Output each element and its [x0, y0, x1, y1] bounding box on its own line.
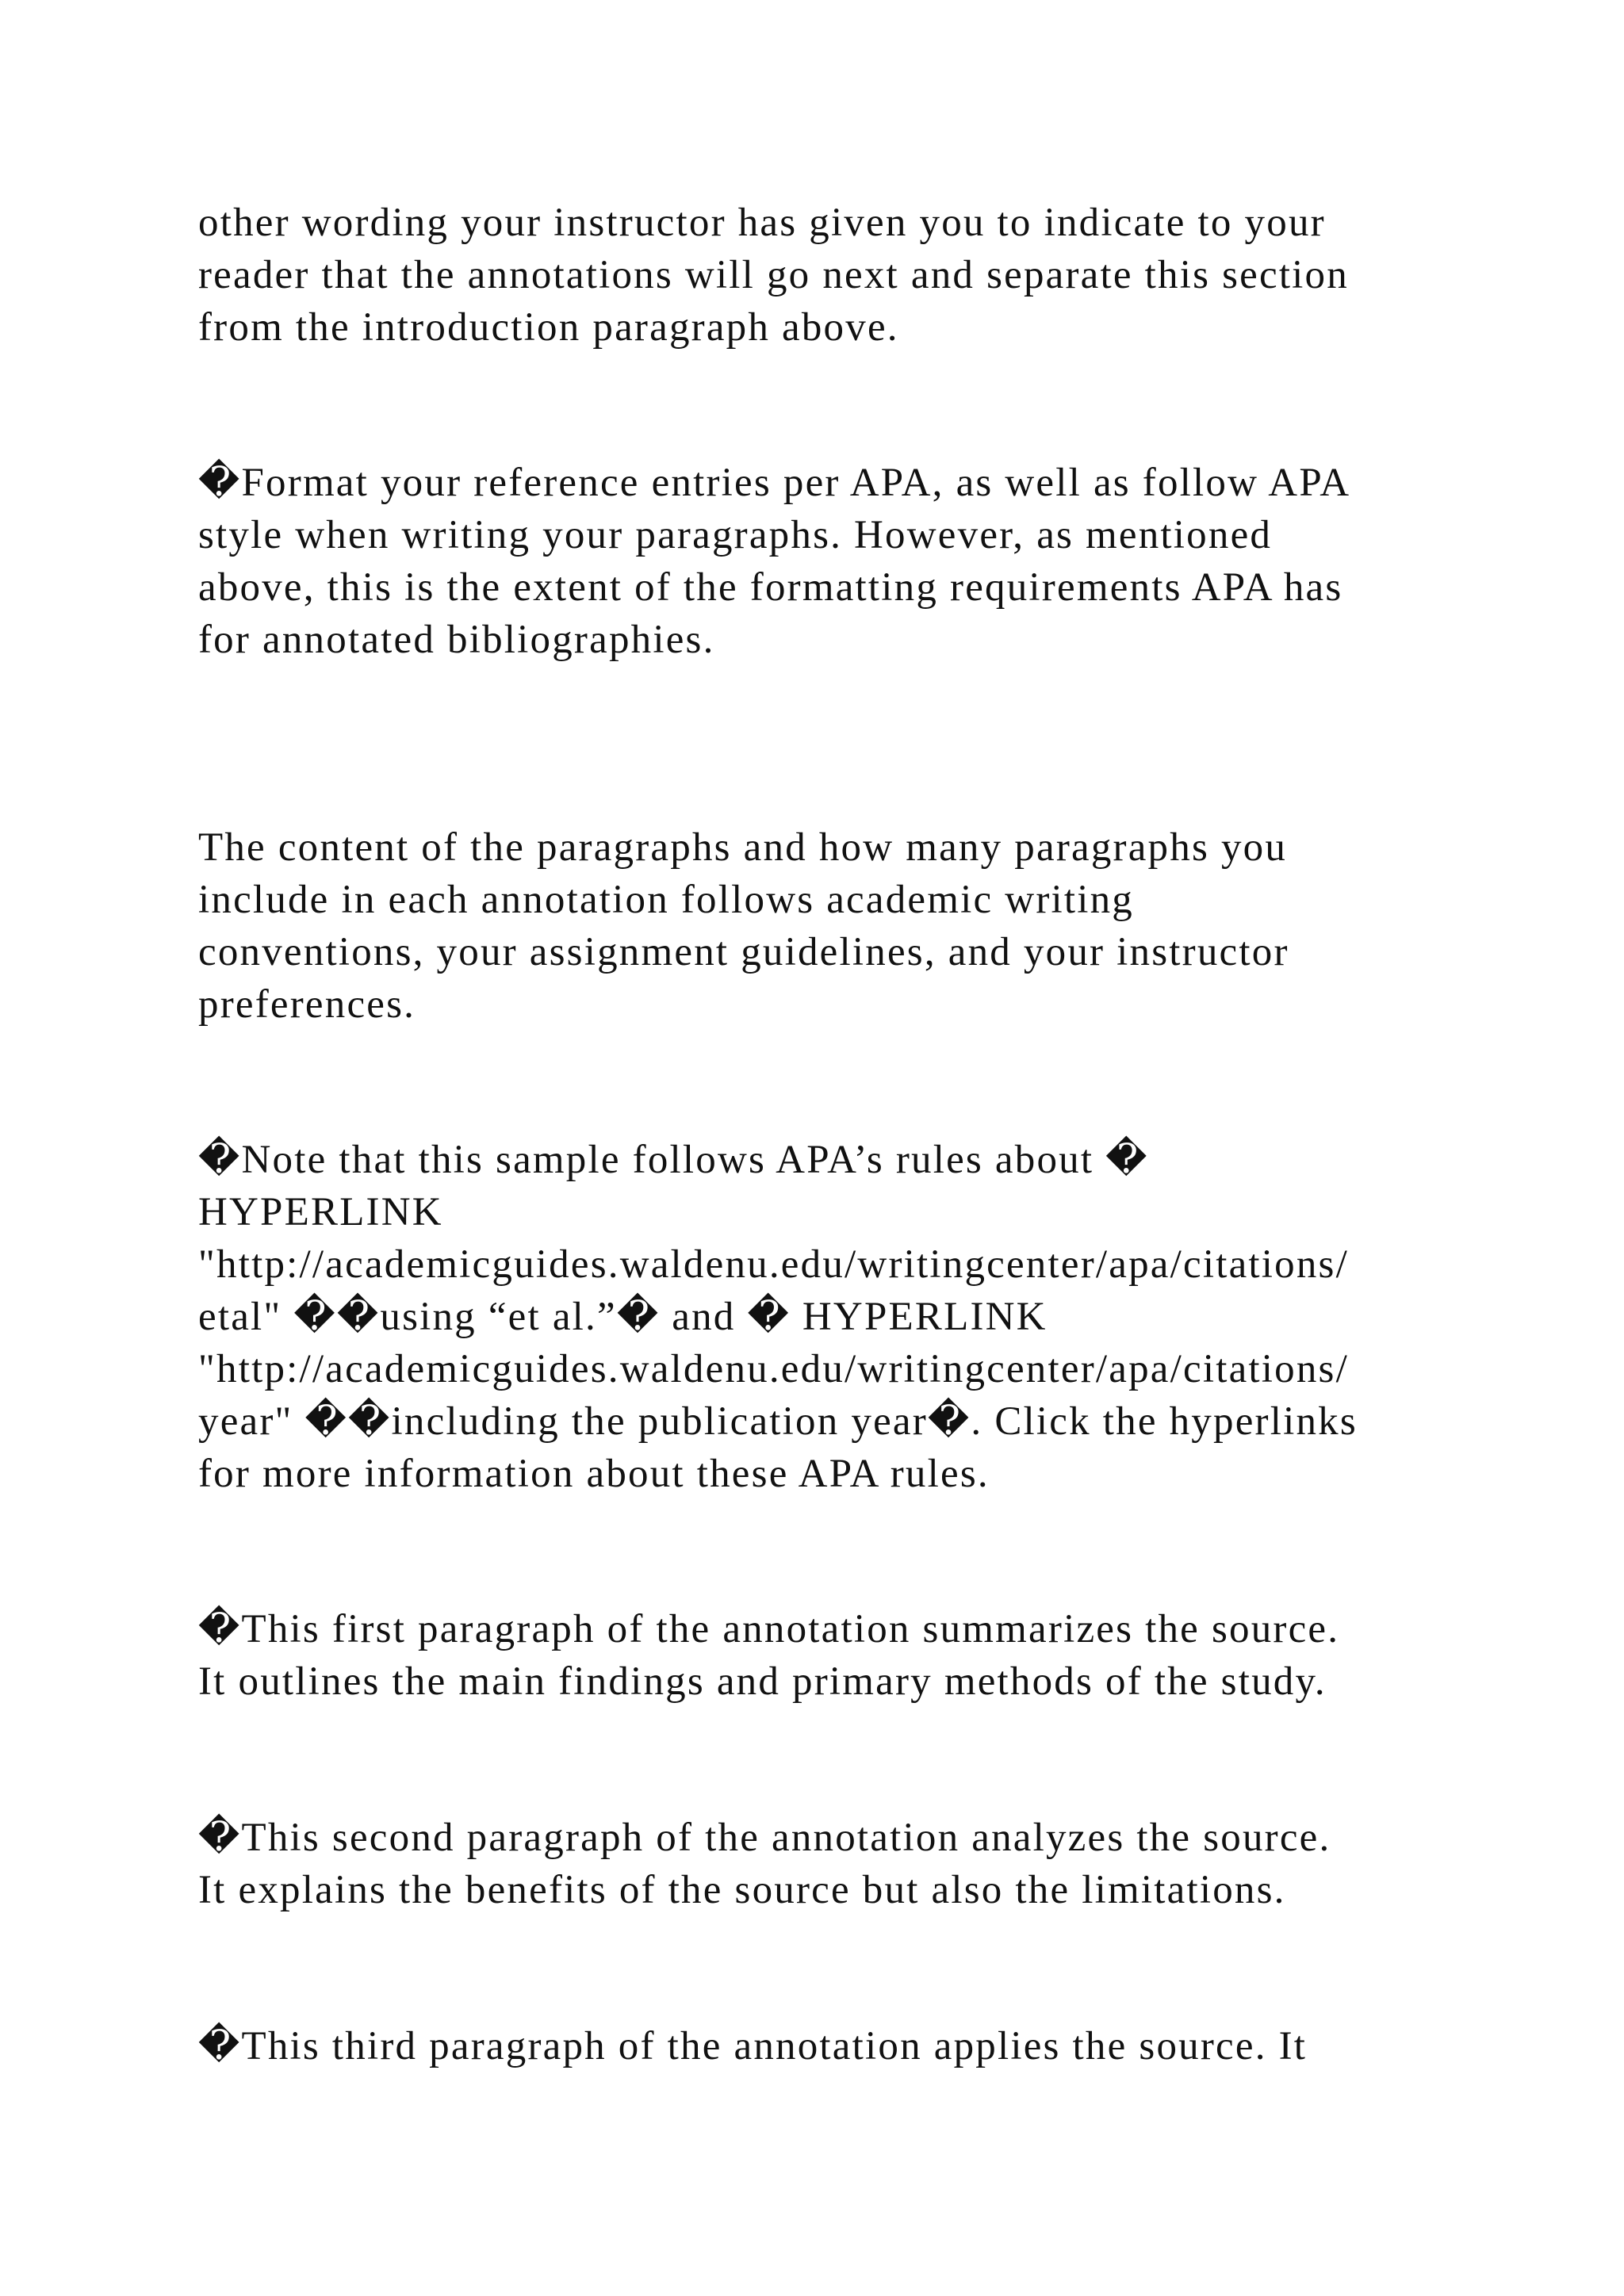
text-line: reader that the annotations will go next and separate this section: [198, 253, 1349, 297]
text-line: other wording your instructor has given you to indicate to your: [198, 201, 1326, 245]
text-line: year" ��including the publication year�. Click the hyperlinks: [198, 1399, 1358, 1444]
text-line: �This second paragraph of the annotation analyzes the source.: [198, 1816, 1331, 1860]
paragraph-format-reference-entries: [198, 457, 1467, 666]
paragraph-apa-rules-note: [198, 1134, 1467, 1500]
text-line: above, this is the extent of the formatting requirements APA has: [198, 565, 1343, 610]
text-line: for annotated bibliographies.: [198, 618, 715, 662]
text-line: It outlines the main findings and primary methods of the study.: [198, 1659, 1327, 1704]
text-line: from the introduction paragraph above.: [198, 305, 899, 350]
text-line: �This first paragraph of the annotation summarizes the source.: [198, 1607, 1340, 1651]
paragraph-third-annotation-application: [198, 2020, 1467, 2072]
text-line: include in each annotation follows academic writing: [198, 878, 1135, 922]
paragraph-annotations-intro: [198, 197, 1467, 354]
paragraph-content-of-paragraphs: [198, 821, 1467, 1031]
text-line: �Note that this sample follows APA’s rules about �: [198, 1138, 1149, 1182]
text-line: etal" ��using “et al.”� and � HYPERLINK: [198, 1295, 1048, 1339]
text-line: preferences.: [198, 982, 416, 1027]
text-line: The content of the paragraphs and how many paragraphs you: [198, 825, 1288, 870]
text-line: �Format your reference entries per APA, as well as follow APA: [198, 461, 1351, 505]
text-line: "http://academicguides.waldenu.edu/writingcenter/apa/citations/: [198, 1242, 1349, 1287]
text-line: "http://academicguides.waldenu.edu/writingcenter/apa/citations/: [198, 1347, 1349, 1391]
text-line: conventions, your assignment guidelines, and your instructor: [198, 930, 1289, 974]
text-line: �This third paragraph of the annotation applies the source. It: [198, 2024, 1308, 2068]
text-line: It explains the benefits of the source but also the limitations.: [198, 1868, 1286, 1912]
paragraph-second-annotation-analysis: [198, 1812, 1467, 1916]
paragraph-first-annotation-summary: [198, 1603, 1467, 1708]
text-line: style when writing your paragraphs. However, as mentioned: [198, 513, 1273, 557]
text-line: HYPERLINK: [198, 1190, 443, 1234]
text-line: for more information about these APA rules.: [198, 1452, 990, 1496]
